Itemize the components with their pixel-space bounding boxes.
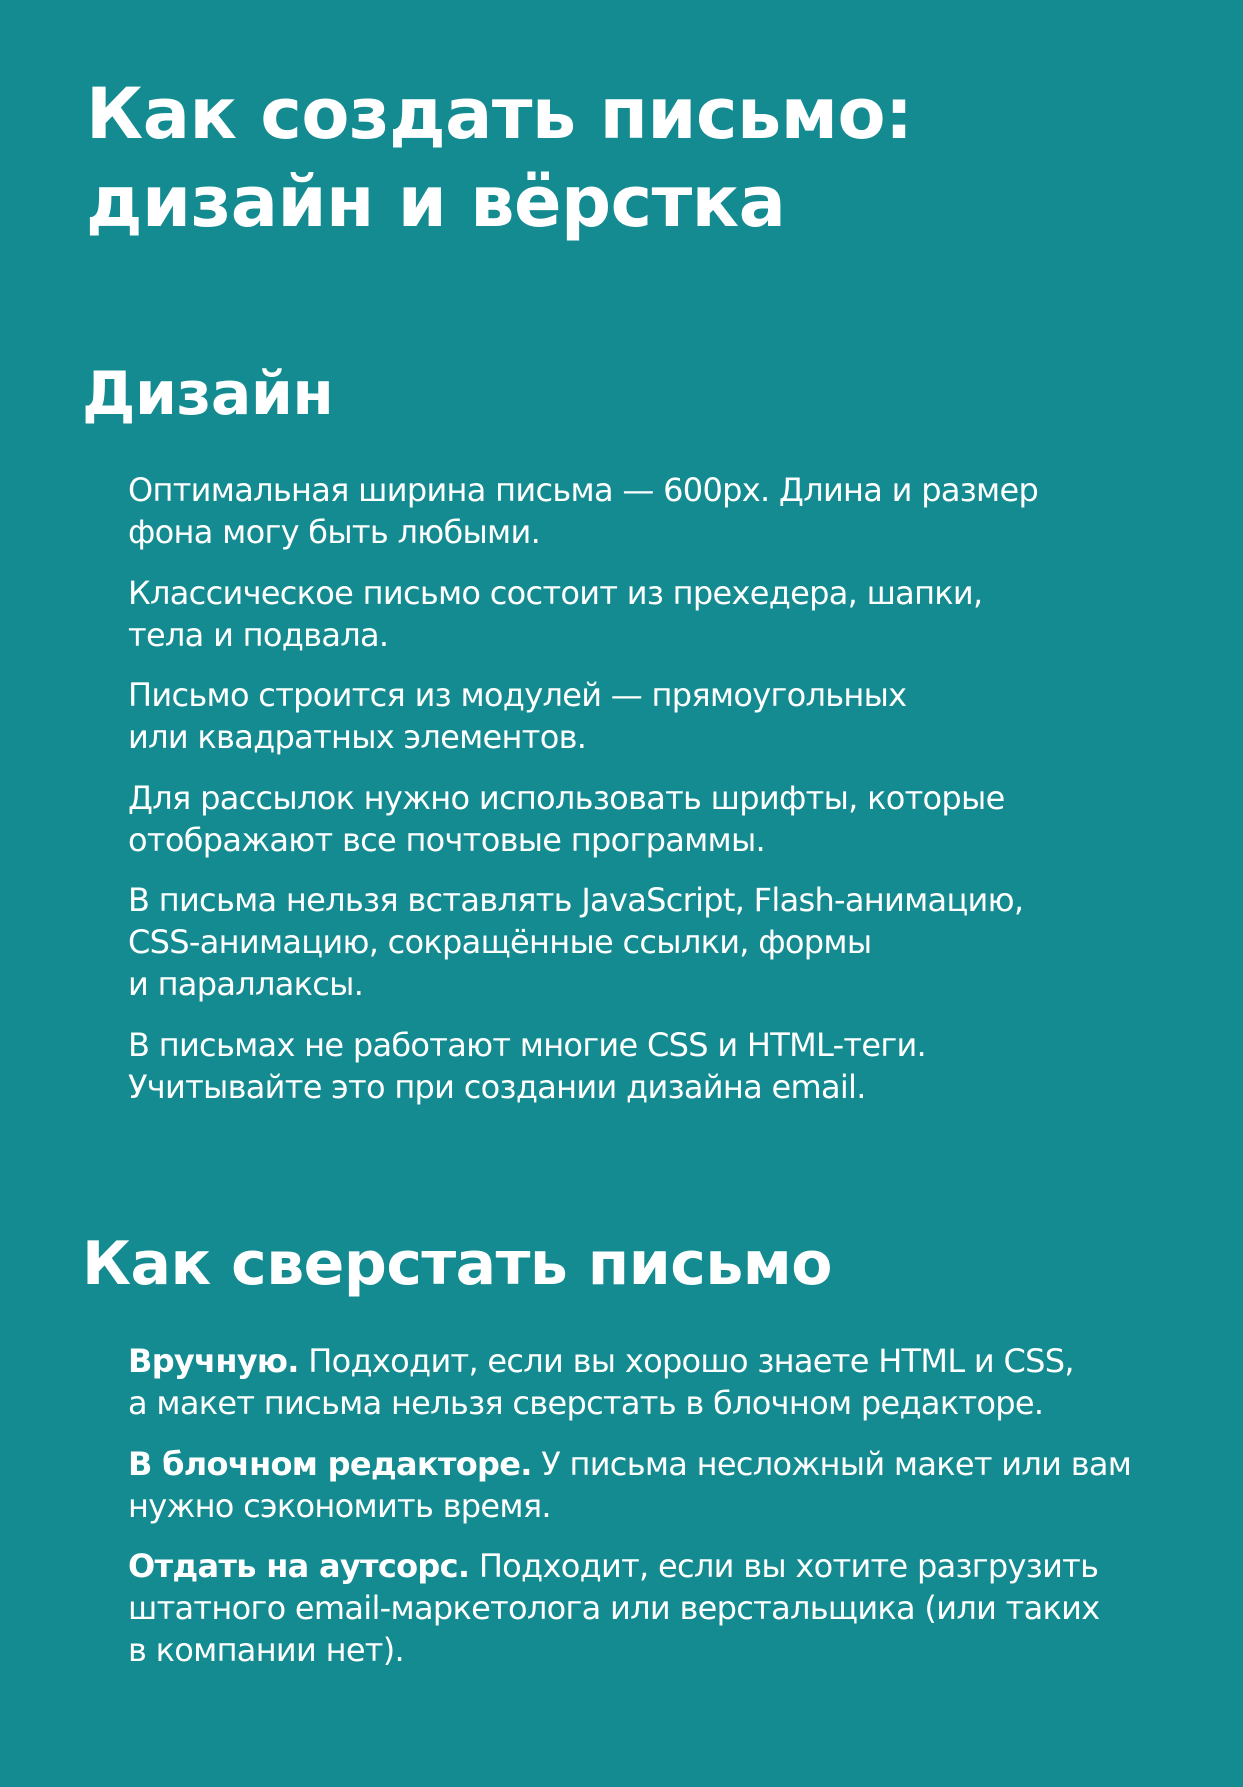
- text-line: или квадратных элементов.: [128, 718, 587, 756]
- text-line: Классическое письмо состоит из прехедера, шапки,: [128, 573, 983, 612]
- layout-options-list: [128, 1340, 1218, 1690]
- option-text: У письма несложный макет или вам: [531, 1444, 1132, 1483]
- text-line: Учитывайте это при создании дизайна email.: [128, 1067, 866, 1106]
- design-tip: [128, 572, 1218, 656]
- text-line: штатного email-маркетолога или верстальщика (или таких: [128, 1589, 1100, 1627]
- text-line: [128, 1443, 1218, 1485]
- text-line: Письмо строится из модулей — прямоугольных: [128, 676, 907, 714]
- option-lead: Вручную.: [128, 1342, 299, 1380]
- design-tip: [128, 879, 1218, 1005]
- text-line: [128, 1545, 1218, 1587]
- design-tips-list: [128, 469, 1218, 1126]
- design-tip: [128, 777, 1218, 861]
- layout-option: [128, 1545, 1218, 1671]
- text-line: CSS-анимацию, сокращённые ссылки, формы: [128, 923, 872, 961]
- text-line: в компании нет).: [128, 1631, 405, 1669]
- option-text: Подходит, если вы хотите разгрузить: [469, 1547, 1099, 1585]
- option-lead: Отдать на аутсорс.: [128, 1547, 470, 1585]
- text-line: Для рассылок нужно использовать шрифты, которые: [128, 778, 1005, 817]
- layout-section-heading: Как сверстать письмо: [82, 1229, 833, 1299]
- design-section-heading: Дизайн: [82, 359, 334, 429]
- option-text: Подходит, если вы хорошо знаете HTML и CSS,: [298, 1342, 1074, 1380]
- text-line: а макет письма нельзя сверстать в блочном редакторе.: [128, 1384, 1044, 1422]
- text-line: фона могу быть любыми.: [128, 513, 541, 551]
- text-line: отображают все почтовые программы.: [128, 820, 766, 859]
- option-lead: В блочном редакторе.: [128, 1444, 532, 1483]
- text-line: тела и подвала.: [128, 615, 389, 654]
- text-line: и параллаксы.: [128, 965, 364, 1003]
- text-line: Оптимальная ширина письма — 600px. Длина и размер: [128, 471, 1039, 509]
- design-tip: [128, 1024, 1218, 1108]
- text-line: В письмах не работают многие CSS и HTML-теги.: [128, 1025, 927, 1064]
- page-title-line: Как создать письмо:: [86, 73, 913, 155]
- page-title: [86, 70, 913, 246]
- text-line: [128, 1340, 1218, 1382]
- design-tip: [128, 469, 1218, 553]
- design-tip: [128, 674, 1218, 758]
- text-line: В письма нельзя вставлять JavaScript, Flash-анимацию,: [128, 881, 1024, 919]
- layout-option: [128, 1443, 1218, 1527]
- text-line: нужно сэкономить время.: [128, 1486, 551, 1525]
- page-title-line: дизайн и вёрстка: [86, 161, 786, 243]
- layout-option: [128, 1340, 1218, 1424]
